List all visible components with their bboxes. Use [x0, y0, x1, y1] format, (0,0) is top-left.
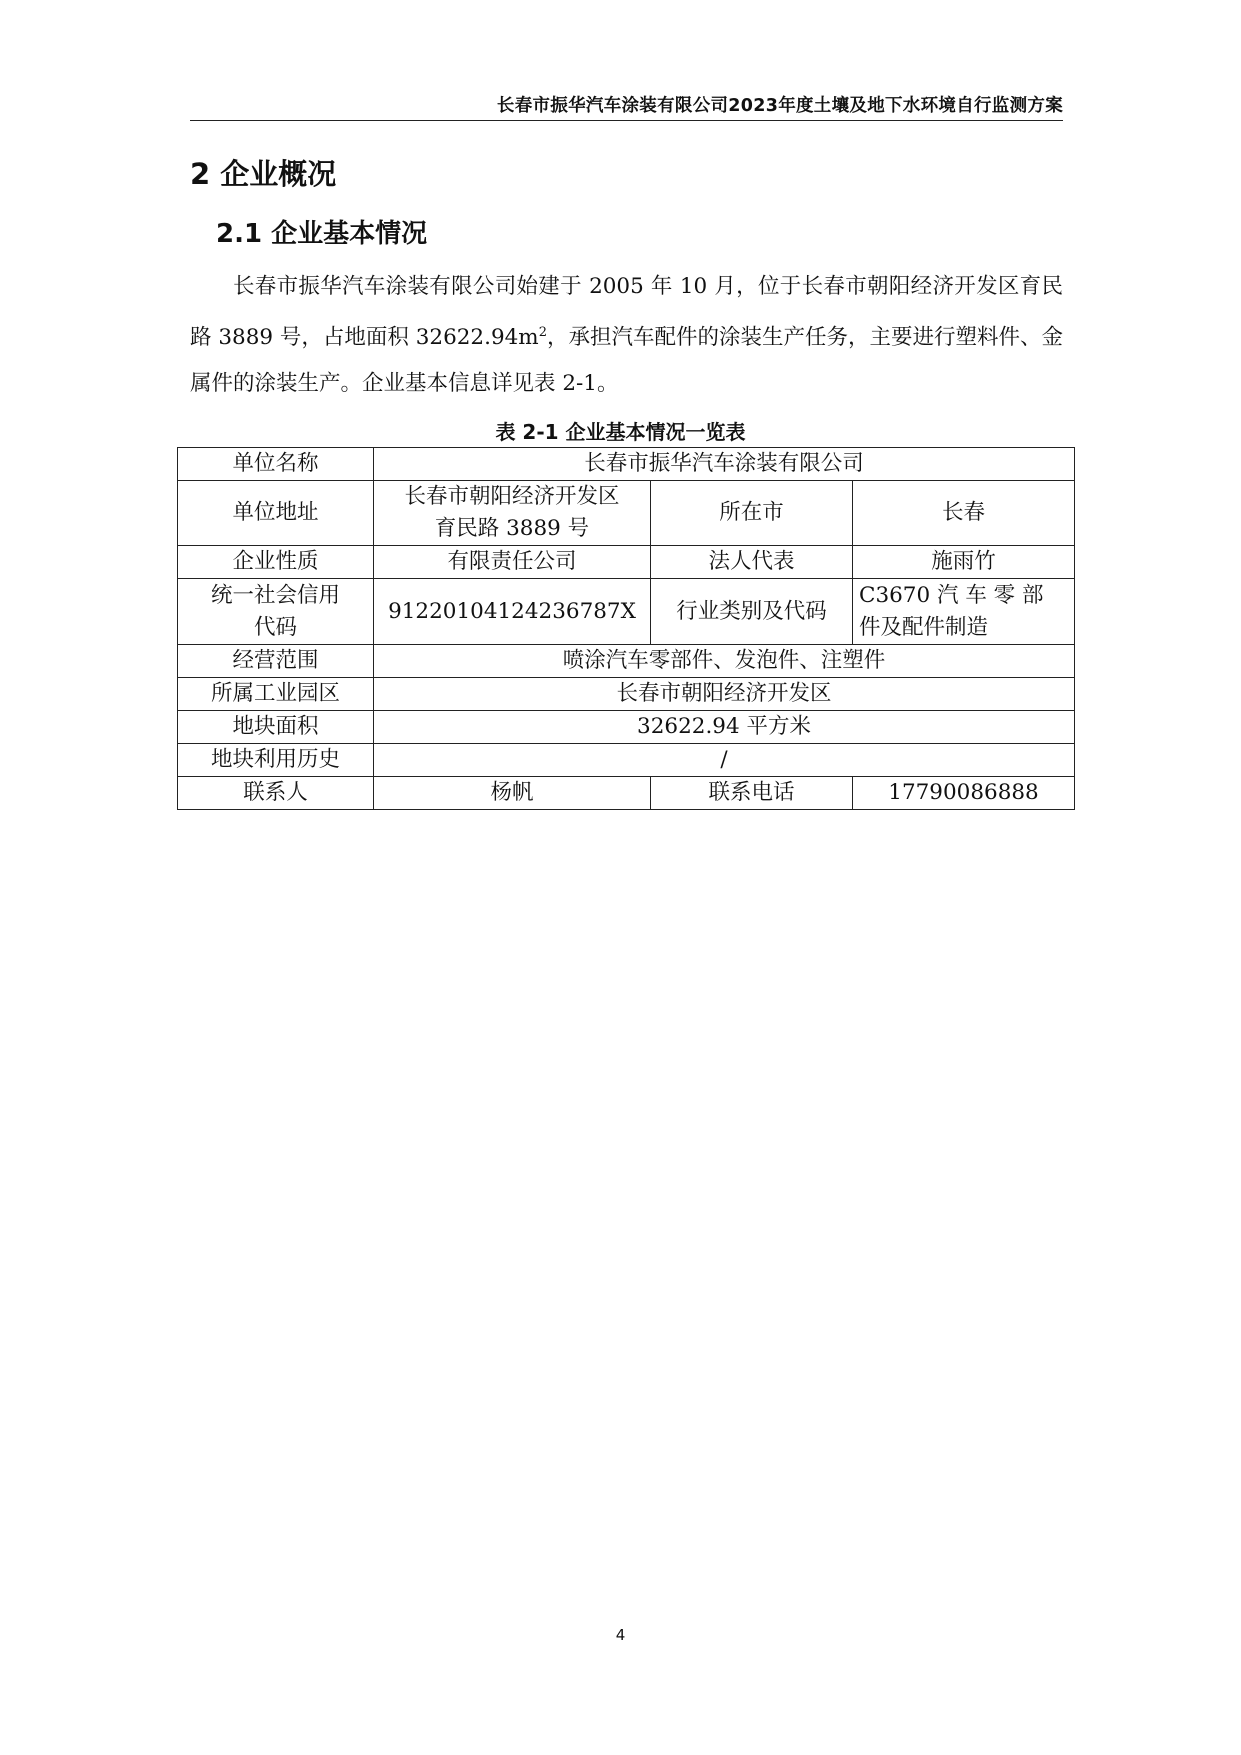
scope-label: 经营范围 — [178, 645, 374, 678]
area-label: 地块面积 — [178, 711, 374, 744]
table-row — [178, 645, 1075, 678]
industry-value-line2: 件及配件制造 — [859, 614, 989, 640]
address-value — [374, 481, 651, 546]
scope-value: 喷涂汽车零部件、发泡件、注塑件 — [374, 645, 1075, 678]
running-header: 长春市振华汽车涂装有限公司2023年度土壤及地下水环境自行监测方案 — [496, 96, 1063, 116]
paragraph-text-part1: 长春市振华汽车涂装有限公司始建于 2005 年 10 月，位于长春市朝阳经济开发区育民路 3889 号，占地面积 32622.94m — [190, 274, 1063, 351]
credit-code-label — [178, 579, 374, 645]
legal-rep-label: 法人代表 — [651, 546, 853, 579]
city-label: 所在市 — [651, 481, 853, 546]
table-row — [178, 579, 1075, 645]
section-heading: 2 企业概况 — [190, 157, 337, 191]
credit-code-label-line1: 统一社会信用 — [210, 582, 340, 608]
table-row — [178, 678, 1075, 711]
history-label: 地块利用历史 — [178, 744, 374, 777]
unit-name-label: 单位名称 — [178, 448, 374, 481]
table-row — [178, 711, 1075, 744]
park-label: 所属工业园区 — [178, 678, 374, 711]
paragraph-text-part2: ，承担汽车配件的涂装生产任务，主要进行塑料件、金属件的涂装生产。企业基本信息详见表 2-1。 — [190, 325, 1063, 397]
industry-value-line1: C3670 汽 车 零 部 — [859, 582, 1044, 608]
park-value: 长春市朝阳经济开发区 — [374, 678, 1075, 711]
subsection-heading: 2.1 企业基本情况 — [216, 219, 428, 249]
company-info-table — [177, 447, 1075, 810]
nature-label: 企业性质 — [178, 546, 374, 579]
phone-value: 17790086888 — [853, 777, 1075, 810]
table-row — [178, 777, 1075, 810]
table-row — [178, 546, 1075, 579]
table-caption: 表 2-1 企业基本情况一览表 — [495, 420, 746, 444]
superscript-2: 2 — [538, 325, 547, 340]
history-value: / — [374, 744, 1075, 777]
contact-label: 联系人 — [178, 777, 374, 810]
area-value: 32622.94 平方米 — [374, 711, 1075, 744]
phone-label: 联系电话 — [651, 777, 853, 810]
industry-value — [853, 579, 1075, 645]
table-row — [178, 448, 1075, 481]
contact-value: 杨帆 — [374, 777, 651, 810]
nature-value: 有限责任公司 — [374, 546, 651, 579]
page-number: 4 — [615, 1626, 626, 1644]
industry-label: 行业类别及代码 — [651, 579, 853, 645]
address-value-line1: 长春市朝阳经济开发区 — [404, 484, 620, 509]
credit-code-value: 91220104124236787X — [374, 579, 651, 645]
credit-code-label-line2: 代码 — [253, 614, 297, 640]
legal-rep-value: 施雨竹 — [853, 546, 1075, 579]
city-value: 长春 — [853, 481, 1075, 546]
unit-name-value: 长春市振华汽车涂装有限公司 — [374, 448, 1075, 481]
header-rule — [190, 120, 1063, 121]
address-value-line2: 育民路 3889 号 — [434, 516, 590, 541]
table-row — [178, 481, 1075, 546]
intro-paragraph — [190, 264, 1063, 407]
table-row — [178, 744, 1075, 777]
address-label: 单位地址 — [178, 481, 374, 546]
